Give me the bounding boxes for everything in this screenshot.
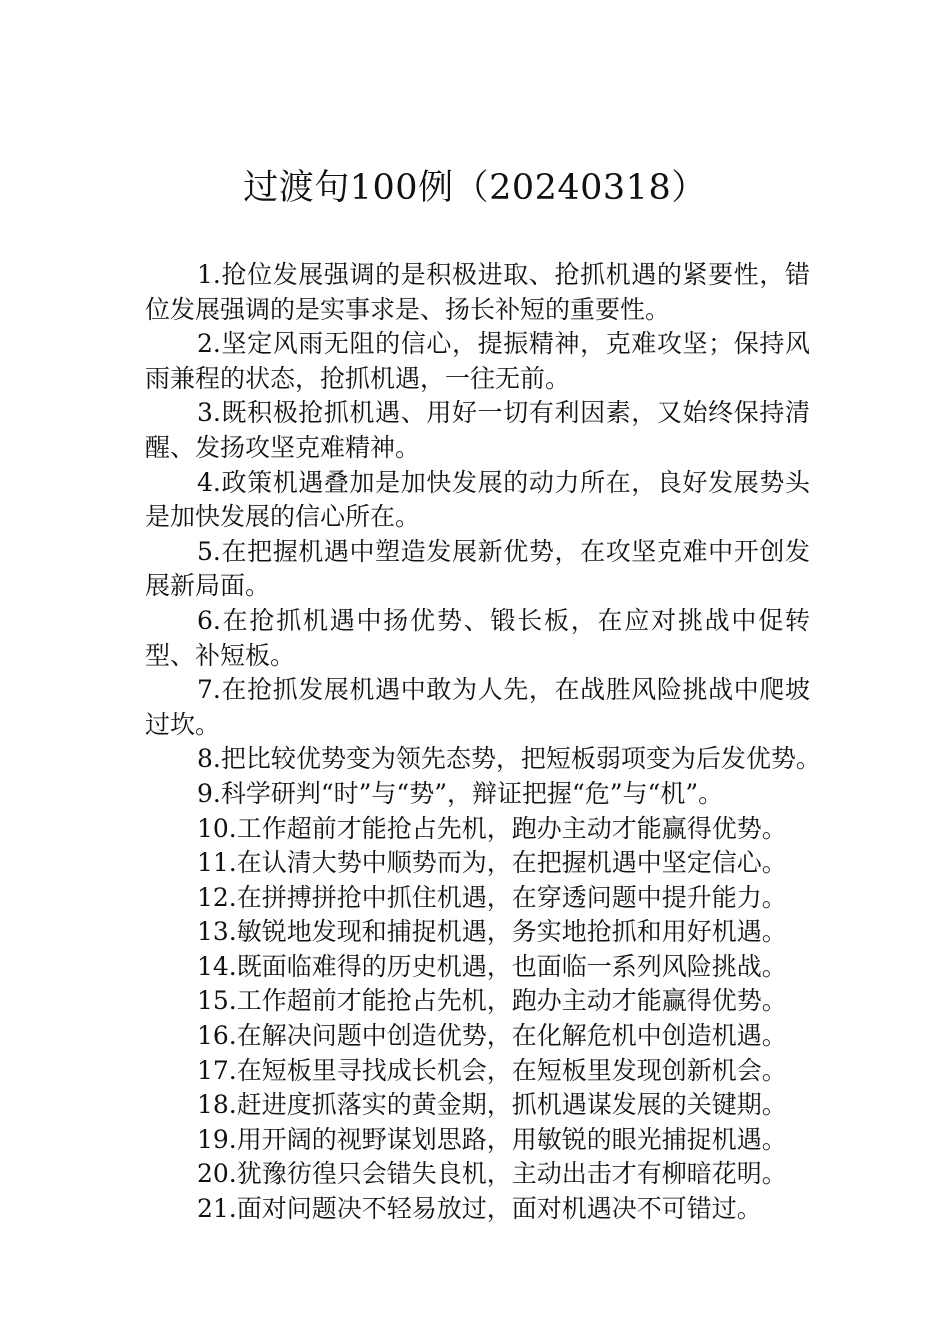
list-item: 11.在认清大势中顺势而为，在把握机遇中坚定信心。 bbox=[197, 848, 787, 878]
list-item: 12.在拼搏拼抢中抓住机遇，在穿透问题中提升能力。 bbox=[197, 882, 787, 912]
list-item: 1.抢位发展强调的是积极进取、抢抓机遇的紧要性，错位发展强调的是实事求是、扬长补短的重要性。 bbox=[145, 260, 810, 324]
list-item: 16.在解决问题中创造优势，在化解危机中创造机遇。 bbox=[197, 1021, 787, 1051]
list-item: 17.在短板里寻找成长机会，在短板里发现创新机会。 bbox=[197, 1055, 787, 1085]
list-item: 10.工作超前才能抢占先机，跑办主动才能赢得优势。 bbox=[197, 813, 787, 843]
list-item: 2.坚定风雨无阻的信心，提振精神，克难攻坚；保持风雨兼程的状态，抢抓机遇，一往无前。 bbox=[145, 329, 810, 393]
list-item: 20.犹豫彷徨只会错失良机，主动出击才有柳暗花明。 bbox=[197, 1159, 787, 1189]
list-item: 13.敏锐地发现和捕捉机遇，务实地抢抓和用好机遇。 bbox=[197, 917, 787, 947]
list-item: 18.赶进度抓落实的黄金期，抓机遇谋发展的关键期。 bbox=[197, 1090, 787, 1120]
list-item: 14.既面临难得的历史机遇，也面临一系列风险挑战。 bbox=[197, 951, 787, 981]
list-item: 4.政策机遇叠加是加快发展的动力所在，良好发展势头是加快发展的信心所在。 bbox=[145, 467, 810, 532]
list-item: 9.科学研判“时”与“势”，辩证把握“危”与“机”。 bbox=[197, 778, 724, 808]
list-item: 5.在把握机遇中塑造发展新优势，在攻坚克难中开创发展新局面。 bbox=[145, 536, 810, 601]
list-item: 3.既积极抢抓机遇、用好一切有利因素，又始终保持清醒、发扬攻坚克难精神。 bbox=[145, 398, 810, 462]
list-item: 21.面对问题决不轻易放过，面对机遇决不可错过。 bbox=[197, 1194, 762, 1224]
list-item: 19.用开阔的视野谋划思路，用敏锐的眼光捕捉机遇。 bbox=[197, 1124, 787, 1154]
list-item: 15.工作超前才能抢占先机，跑办主动才能赢得优势。 bbox=[197, 986, 787, 1016]
document-title: 过渡句100例（20240318） bbox=[243, 168, 707, 208]
list-item: 8.把比较优势变为领先态势，把短板弱项变为后发优势。 bbox=[197, 744, 821, 774]
document-body bbox=[145, 258, 821, 1227]
list-item: 7.在抢抓发展机遇中敢为人先，在战胜风险挑战中爬坡过坎。 bbox=[145, 675, 810, 739]
list-item: 6.在抢抓机遇中扬优势、锻长板，在应对挑战中促转型、补短板。 bbox=[145, 605, 810, 670]
